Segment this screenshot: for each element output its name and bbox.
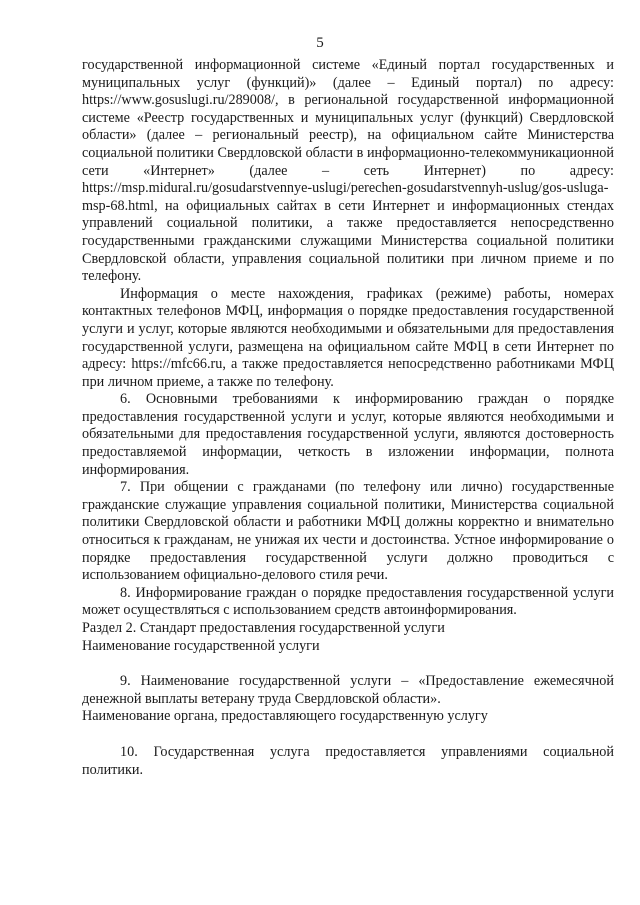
paragraph-10: 10. Государственная услуга предоставляется управлениями социальной политики. (82, 743, 614, 778)
subheading-service-name: Наименование государственной услуги (82, 637, 320, 654)
section-heading: Раздел 2. Стандарт предоставления государственной услуги (82, 620, 445, 636)
page-number: 5 (316, 35, 324, 51)
document-body (82, 57, 614, 779)
paragraph-6: 6. Основными требованиями к информированию граждан о порядке предоставления государственной услуги и услуг, которые являются необходимыми и обязательными для предоставления государственной услуги, являются достоверность предоставляемой информации, четкость в изложении информации, полнота информирования. (82, 391, 614, 478)
paragraph-mfc-info: Информация о месте нахождения, графиках (режиме) работы, номерах контактных телефонов МФЦ, информация о порядке предоставления государственной услуги и услуг, которые являются необходимыми и обязательными для предоставления государственной услуги, размещена на официальном сайте МФЦ в сети Интернет по адресу: https://mfc66.ru, а также предоставляется непосредственно работниками МФЦ при личном приеме, а также по телефону. (82, 285, 614, 390)
paragraph-9: 9. Наименование государственной услуги – «Предоставление ежемесячной денежной выплаты ветерану труда Свердловской области». (82, 673, 614, 707)
paragraph-7: 7. При общении с гражданами (по телефону или лично) государственные гражданские служащие управления социальной политики, Министерства социальной политики Свердловской области и работники МФЦ должны корректно и внимательно относиться к гражданам, не унижая их чести и достоинства. Устное информирование о порядке предоставления государственной услуги должно проводиться с использованием официально-делового стиля речи. (82, 479, 614, 584)
paragraph-continued: государственной информационной системе «Единый портал государственных и муниципальных услуг (функций)» (далее – Единый портал) по адресу: https://www.gosuslugi.ru/289008/, в региональной государственной информационной системе «Реестр государственных и муниципальных услуг (функций) Свердловской области» (далее – региональный реестр), на официальном сайте Министерства социальной политики Свердловской области в информационно-телекоммуникационной сети «Интернет» (далее – сеть Интернет) по адресу: https://msp.midural.ru/gosudarstvennye-uslugi/perechen-gosudarstvennyh-uslug/gos-usluga-msp-68.html, на официальных сайтах в сети Интернет и информационных стендах управлений социальной политики, а также предоставляется непосредственно государственными гражданскими служащими Министерства социальной политики Свердловской области, управления социальной политики при личном приеме и по телефону. (82, 57, 614, 285)
subheading-authority: Наименование органа, предоставляющего государственную услугу (82, 708, 488, 725)
paragraph-8: 8. Информирование граждан о порядке предоставления государственной услуги может осуществляться с использованием средств автоинформирования. (82, 584, 614, 619)
